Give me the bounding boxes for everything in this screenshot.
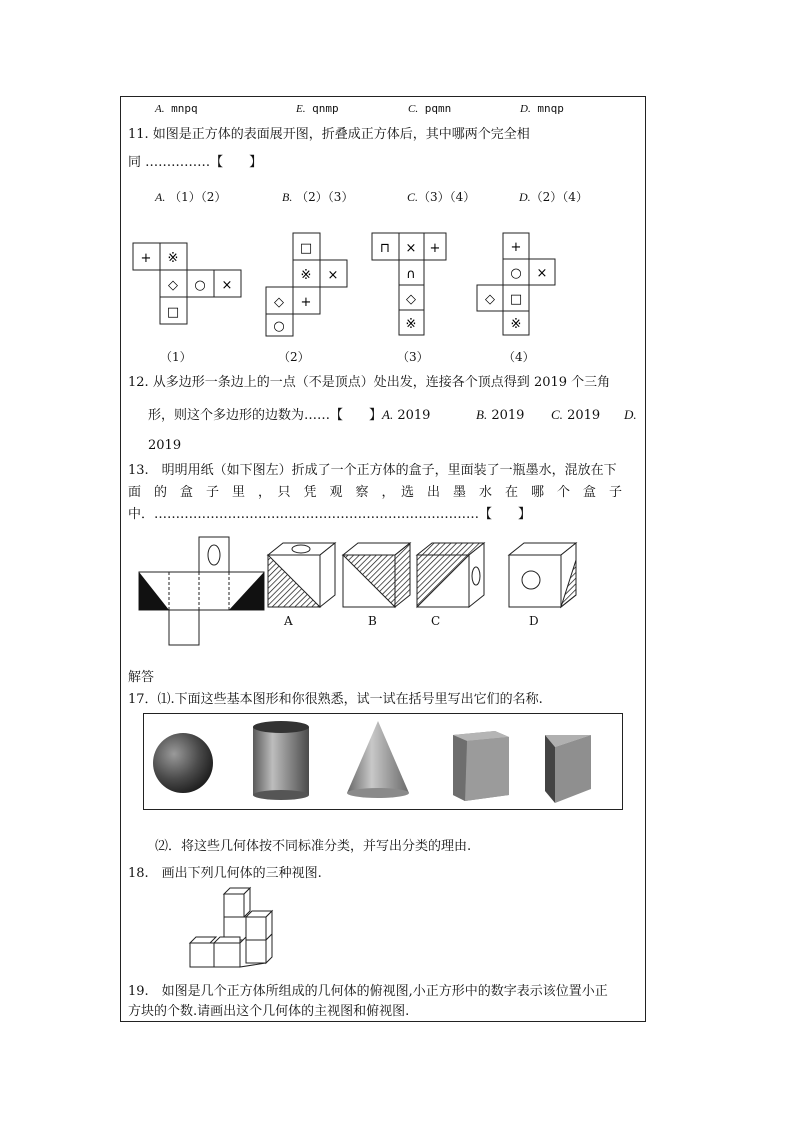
diamond-symbol: ◇	[168, 278, 178, 293]
box-c	[414, 540, 489, 612]
stacked-cubes-figure	[186, 885, 286, 973]
square-symbol: □	[166, 305, 180, 320]
q11-option-a: A. （1）（2）	[155, 190, 227, 204]
net-label-2: （2）	[278, 350, 310, 364]
cross-symbol: ×	[221, 278, 233, 293]
net-label-1: （1）	[160, 350, 192, 364]
sphere-shape	[153, 733, 213, 793]
q13-text-line3: 中．…………………………………………………………………【 】	[128, 507, 532, 522]
box-label-c: C	[431, 614, 441, 628]
circle-symbol: ○	[273, 319, 285, 334]
solids-panel	[143, 713, 625, 811]
diamond-symbol: ◇	[406, 292, 416, 307]
box-b	[340, 540, 415, 612]
box-label-b: B	[368, 614, 377, 628]
circle-symbol: ○	[194, 278, 206, 293]
ref-symbol: ※	[510, 317, 522, 332]
q13-text-line1: 13. 明明用纸（如下图左）折成了一个正方体的盒子，里面装了一瓶墨水，混放在下	[128, 463, 617, 478]
cuboid-shape	[453, 731, 509, 801]
q10-option-d: D. mnqp	[520, 102, 564, 115]
q12-text-line3: 2019	[148, 438, 182, 453]
square-symbol: □	[509, 292, 523, 307]
ref-symbol: ※	[405, 317, 417, 332]
q12-option-c: C. 2019	[551, 407, 601, 423]
cross-symbol: ×	[327, 268, 339, 283]
ref-symbol: ※	[167, 251, 179, 266]
q11-option-d: D.（2）（4）	[519, 190, 588, 204]
box-label-d: D	[529, 614, 539, 628]
cap-symbol: ∩	[406, 267, 416, 282]
box-d	[506, 540, 581, 612]
cube-net-3	[369, 230, 459, 338]
q12-option-b: B. 2019	[476, 407, 525, 423]
diamond-symbol: ◇	[274, 295, 284, 310]
box-a	[265, 540, 340, 612]
q11-option-c: C.（3）（4）	[407, 190, 476, 204]
cube-net-4	[474, 230, 564, 338]
cross-symbol: ×	[405, 241, 417, 256]
q19-text-line1: 19. 如图是几个正方体所组成的几何体的俯视图,小正方形中的数字表示该位置小正	[128, 984, 608, 999]
plus-symbol: +	[510, 240, 522, 255]
box-label-a: A	[284, 614, 293, 628]
q12-text-line1: 12. 从多边形一条边上的一点（不是顶点）处出发，连接各个顶点得到 2019 个三角	[128, 375, 611, 390]
cube-net-1	[130, 240, 245, 330]
circle-symbol: ○	[510, 266, 522, 281]
plus-symbol: +	[300, 295, 312, 310]
net-label-4: （4）	[503, 350, 535, 364]
q19-text-line2: 方块的个数.请画出这个几何体的主视图和俯视图.	[128, 1004, 410, 1019]
ref-symbol: ※	[300, 268, 312, 283]
q11-text-line1: 11. 如图是正方体的表面展开图，折叠成正方体后，其中哪两个完全相	[128, 127, 530, 142]
q13-text-line2: 面 的 盒 子 里 ， 只 凭 观 察 ， 选 出 墨 水 在 哪 个 盒 子	[128, 485, 623, 500]
q17-text-line2: ⑵．将这些几何体按不同标准分类，并写出分类的理由.	[155, 839, 472, 854]
cylinder-shape	[253, 721, 309, 800]
plus-symbol: +	[429, 241, 441, 256]
box-net-figure	[134, 535, 264, 650]
q10-option-c: C. pqmn	[408, 102, 452, 115]
q12-text-line2: 形，则这个多边形的边数为……【 】A. 2019	[148, 407, 431, 423]
q10-option-a: A. mnpq	[155, 102, 198, 115]
cup-symbol: ⊓	[379, 241, 391, 256]
q17-text-line1: 17．⑴.下面这些基本图形和你很熟悉，试一试在括号里写出它们的名称.	[128, 692, 543, 707]
q11-text-line2: 同 ……………【 】	[128, 155, 263, 170]
q10-option-b: E. qnmp	[296, 102, 339, 115]
cube-net-2	[263, 230, 353, 338]
q11-option-b: B. （2）（3）	[282, 190, 354, 204]
cross-symbol: ×	[536, 266, 548, 281]
diamond-symbol: ◇	[485, 292, 495, 307]
plus-symbol: +	[140, 251, 152, 266]
square-symbol: □	[299, 241, 313, 256]
q18-text: 18. 画出下列几何体的三种视图.	[128, 866, 322, 881]
q12-option-d: D.	[624, 407, 637, 422]
answer-heading: 解答	[128, 670, 155, 685]
net-label-3: （3）	[397, 350, 429, 364]
